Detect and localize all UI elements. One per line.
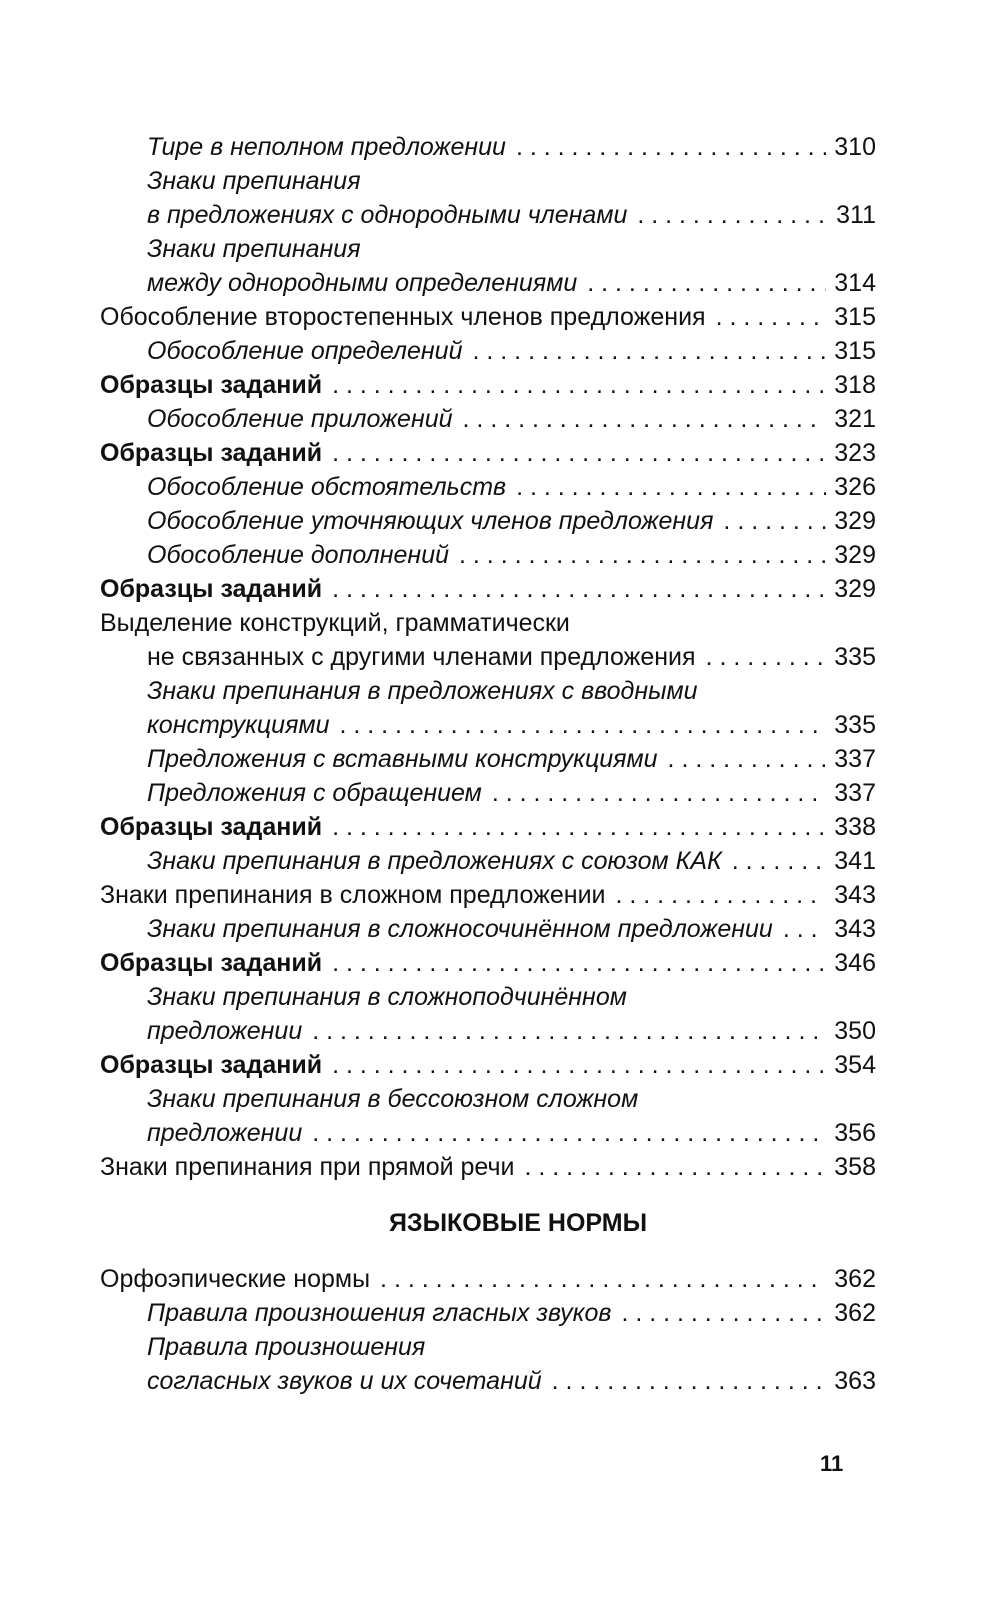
toc-entry-page: 326 — [834, 473, 876, 501]
toc-entry-page: 311 — [836, 201, 876, 229]
dot-leader — [637, 198, 828, 232]
dot-leader — [525, 1150, 827, 1184]
toc-entry-title: Орфоэпические нормы — [100, 1265, 371, 1293]
toc-entry — [100, 912, 876, 946]
toc-entry-page: 358 — [834, 1153, 876, 1181]
toc-entry-title: Правила произношения гласных звуков — [147, 1299, 612, 1327]
toc-entry-title: Знаки препинания — [147, 235, 361, 263]
dot-leader — [473, 334, 827, 368]
toc-entry-title: Тире в неполном предложении — [147, 133, 506, 161]
dot-leader — [492, 776, 826, 810]
toc-entry-title: Правила произношения — [147, 1333, 426, 1361]
toc-entry — [100, 606, 876, 640]
toc-entry-title: между однородными определениями — [147, 269, 578, 297]
toc-entry-page: 354 — [834, 1051, 876, 1079]
toc-entry-title: Обособление приложений — [147, 405, 453, 433]
toc-entry-title: не связанных с другими членами предложения — [147, 643, 696, 671]
toc-entry-title: Обособление определений — [147, 337, 463, 365]
toc-entry-title: согласных звуков и их сочетаний — [147, 1367, 542, 1395]
dot-leader — [621, 1296, 826, 1330]
toc-entry-title: Обособление дополнений — [147, 541, 450, 569]
toc-entry-page: 329 — [834, 541, 876, 569]
toc-entry-title: Знаки препинания в сложноподчинённом — [147, 983, 627, 1011]
dot-leader — [723, 504, 826, 538]
toc-entry-page: 323 — [834, 439, 876, 467]
dot-leader — [732, 844, 827, 878]
toc-entry — [100, 1082, 876, 1116]
table-of-contents — [100, 130, 876, 1398]
toc-entry — [100, 810, 876, 844]
toc-entry — [100, 130, 876, 164]
section-heading: ЯЗЫКОВЫЕ НОРМЫ — [388, 1209, 648, 1237]
page-number: 11 — [820, 1451, 844, 1476]
toc-entry — [100, 1364, 876, 1398]
toc-entry-page: 343 — [834, 881, 876, 909]
toc-entry — [100, 742, 876, 776]
toc-entry — [100, 164, 876, 198]
toc-entry-title: Обособление обстоятельств — [147, 473, 507, 501]
toc-entry — [100, 368, 876, 402]
toc-entry-page: 315 — [834, 337, 876, 365]
dot-leader — [332, 436, 826, 470]
toc-entry-title: Обособление уточняющих членов предложения — [147, 507, 714, 535]
toc-entry — [100, 1296, 876, 1330]
dot-leader — [463, 402, 827, 436]
toc-entry — [100, 1014, 876, 1048]
toc-entry — [100, 232, 876, 266]
dot-leader — [332, 1048, 826, 1082]
toc-entry-title: Образцы заданий — [100, 949, 323, 977]
toc-entry-page: 337 — [834, 745, 876, 773]
toc-entry — [100, 266, 876, 300]
toc-entry — [100, 946, 876, 980]
dot-leader — [668, 742, 827, 776]
toc-entry-title: Выделение конструкций, грамматически — [100, 609, 570, 637]
toc-entry — [100, 300, 876, 334]
dot-leader — [380, 1262, 826, 1296]
toc-entry-title: конструкциями — [147, 711, 330, 739]
toc-entry-title: Обособление второстепенных членов предложения — [100, 303, 706, 331]
toc-entry-title: Образцы заданий — [100, 813, 323, 841]
dot-leader — [332, 810, 826, 844]
toc-entry-title: Образцы заданий — [100, 1051, 323, 1079]
dot-leader — [552, 1364, 827, 1398]
toc-entry — [100, 980, 876, 1014]
toc-entry — [100, 402, 876, 436]
toc-entry — [100, 1116, 876, 1150]
dot-leader — [459, 538, 826, 572]
toc-entry — [100, 198, 876, 232]
dot-leader — [312, 1014, 826, 1048]
toc-entry-page: 338 — [834, 813, 876, 841]
toc-entry-page: 321 — [834, 405, 876, 433]
toc-entry-title: Знаки препинания в предложениях с вводными — [147, 677, 698, 705]
dot-leader — [516, 130, 826, 164]
toc-entry — [100, 1330, 876, 1364]
toc-entry-title: Знаки препинания при прямой речи — [100, 1153, 515, 1181]
toc-entry — [100, 878, 876, 912]
toc-entry-page: 337 — [834, 779, 876, 807]
dot-leader — [312, 1116, 826, 1150]
dot-leader — [706, 640, 827, 674]
toc-entry-page: 335 — [834, 643, 876, 671]
toc-entry — [100, 674, 876, 708]
toc-entry-page: 350 — [834, 1017, 876, 1045]
toc-entry-page: 346 — [834, 949, 876, 977]
toc-entry-title: Образцы заданий — [100, 439, 323, 467]
toc-entry-title: Знаки препинания в сложном предложении — [100, 881, 606, 909]
toc-entry-title: Знаки препинания в сложносочинённом предложении — [147, 915, 773, 943]
dot-leader — [616, 878, 827, 912]
toc-entry — [100, 572, 876, 606]
toc-entry-page: 356 — [834, 1119, 876, 1147]
toc-entry-title: Знаки препинания в предложениях с союзом КАК — [147, 847, 722, 875]
toc-entry — [100, 776, 876, 810]
toc-entry-page: 314 — [834, 269, 876, 297]
toc-entry — [100, 844, 876, 878]
toc-entry-title: предложении — [147, 1017, 303, 1045]
toc-entry-page: 363 — [834, 1367, 876, 1395]
toc-entry — [100, 334, 876, 368]
toc-list — [100, 1262, 876, 1398]
dot-leader — [332, 572, 826, 606]
toc-entry-page: 318 — [834, 371, 876, 399]
toc-entry-title: Знаки препинания в бессоюзном сложном — [147, 1085, 639, 1113]
toc-entry — [100, 1048, 876, 1082]
dot-leader — [332, 946, 826, 980]
toc-entry-title: Образцы заданий — [100, 575, 323, 603]
toc-entry — [100, 504, 876, 538]
toc-entry-title: Предложения с вставными конструкциями — [147, 745, 658, 773]
toc-entry-page: 315 — [834, 303, 876, 331]
toc-entry-page: 343 — [834, 915, 876, 943]
toc-entry — [100, 436, 876, 470]
dot-leader — [783, 912, 826, 946]
toc-list — [100, 130, 876, 1184]
toc-entry-title: Знаки препинания — [147, 167, 361, 195]
toc-entry — [100, 538, 876, 572]
dot-leader — [339, 708, 826, 742]
toc-entry — [100, 1262, 876, 1296]
toc-entry-page: 362 — [834, 1265, 876, 1293]
toc-entry — [100, 470, 876, 504]
toc-entry-page: 335 — [834, 711, 876, 739]
toc-entry-title: Предложения с обращением — [147, 779, 482, 807]
dot-leader — [716, 300, 827, 334]
toc-entry-page: 362 — [834, 1299, 876, 1327]
toc-entry — [100, 1150, 876, 1184]
toc-entry-page: 310 — [834, 133, 876, 161]
toc-entry-title: предложении — [147, 1119, 303, 1147]
dot-leader — [587, 266, 826, 300]
toc-entry-page: 341 — [834, 847, 876, 875]
toc-entry-title: Образцы заданий — [100, 371, 323, 399]
toc-entry — [100, 708, 876, 742]
toc-entry — [100, 640, 876, 674]
dot-leader — [516, 470, 826, 504]
toc-entry-page: 329 — [834, 575, 876, 603]
toc-entry-title: в предложениях с однородными членами — [147, 201, 628, 229]
toc-entry-page: 329 — [834, 507, 876, 535]
dot-leader — [332, 368, 826, 402]
